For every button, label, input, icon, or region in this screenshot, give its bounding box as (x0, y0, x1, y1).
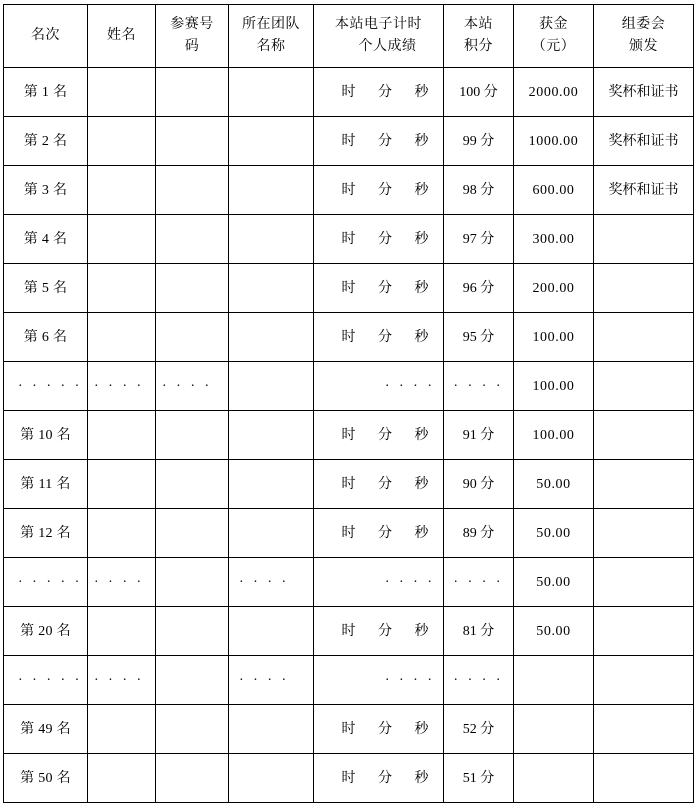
cell-points: · · · · (444, 362, 514, 411)
cell-name (88, 411, 156, 460)
cell-time (314, 166, 444, 215)
cell-rank: 第 12 名 (4, 509, 88, 558)
cell-bib (156, 705, 229, 754)
cell-points: 95 分 (444, 313, 514, 362)
cell-prize: 100.00 (514, 411, 594, 460)
table-row (4, 509, 694, 558)
cell-time (314, 754, 444, 803)
cell-rank: 第 50 名 (4, 754, 88, 803)
cell-prize: 2000.00 (514, 68, 594, 117)
cell-team (229, 117, 314, 166)
table-row (4, 313, 694, 362)
cell-prize (514, 656, 594, 705)
cell-points: 89 分 (444, 509, 514, 558)
table-row (4, 705, 694, 754)
cell-time: · · · · (314, 362, 444, 411)
time-unit-2: 秒 (414, 280, 429, 296)
cell-points: 100 分 (444, 68, 514, 117)
table-row (4, 754, 694, 803)
cell-bib (156, 509, 229, 558)
cell-award (594, 264, 694, 313)
time-unit-0: 时 (341, 231, 356, 247)
time-unit-0: 时 (341, 427, 356, 443)
time-unit-0: 时 (341, 329, 356, 345)
cell-rank: 第 4 名 (4, 215, 88, 264)
cell-rank: · · · · · (4, 558, 88, 607)
cell-bib (156, 68, 229, 117)
table-row (4, 264, 694, 313)
cell-rank: 第 2 名 (4, 117, 88, 166)
cell-prize: 100.00 (514, 362, 594, 411)
header-team: 所在团队 名称 (229, 5, 314, 68)
cell-time (314, 460, 444, 509)
cell-points: · · · · (444, 558, 514, 607)
cell-points: 98 分 (444, 166, 514, 215)
cell-team (229, 313, 314, 362)
cell-time: · · · · (314, 656, 444, 705)
table-row (4, 656, 694, 705)
cell-points: 99 分 (444, 117, 514, 166)
time-unit-1: 分 (378, 476, 393, 492)
cell-name: · · · · (88, 362, 156, 411)
table-row (4, 166, 694, 215)
time-unit-0: 时 (341, 182, 356, 198)
table-row (4, 362, 694, 411)
cell-time (314, 215, 444, 264)
cell-team: · · · · (229, 558, 314, 607)
time-unit-0: 时 (341, 770, 356, 786)
time-unit-0: 时 (341, 525, 356, 541)
race-results-table (3, 4, 694, 803)
cell-points: 81 分 (444, 607, 514, 656)
time-unit-2: 秒 (414, 770, 429, 786)
cell-points: 91 分 (444, 411, 514, 460)
time-unit-2: 秒 (414, 84, 429, 100)
cell-team (229, 607, 314, 656)
cell-award (594, 656, 694, 705)
cell-prize: 50.00 (514, 607, 594, 656)
cell-bib (156, 460, 229, 509)
cell-prize: 50.00 (514, 460, 594, 509)
header-bib: 参赛号 码 (156, 5, 229, 68)
cell-time (314, 607, 444, 656)
cell-team: · · · · (229, 656, 314, 705)
cell-award: 奖杯和证书 (594, 68, 694, 117)
cell-award (594, 754, 694, 803)
cell-time (314, 411, 444, 460)
cell-prize (514, 754, 594, 803)
cell-team (229, 68, 314, 117)
time-unit-2: 秒 (414, 329, 429, 345)
cell-bib (156, 313, 229, 362)
cell-name (88, 509, 156, 558)
cell-team (229, 754, 314, 803)
cell-rank: · · · · · (4, 656, 88, 705)
cell-team (229, 705, 314, 754)
cell-name (88, 607, 156, 656)
cell-team (229, 509, 314, 558)
time-unit-2: 秒 (414, 182, 429, 198)
header-rank: 名次 (4, 5, 88, 68)
time-unit-0: 时 (341, 133, 356, 149)
time-unit-2: 秒 (414, 721, 429, 737)
cell-prize: 1000.00 (514, 117, 594, 166)
time-unit-1: 分 (378, 329, 393, 345)
table-row (4, 411, 694, 460)
cell-prize: 300.00 (514, 215, 594, 264)
cell-name (88, 166, 156, 215)
time-unit-1: 分 (378, 133, 393, 149)
time-unit-0: 时 (341, 84, 356, 100)
time-unit-1: 分 (378, 84, 393, 100)
table-row (4, 607, 694, 656)
time-unit-2: 秒 (414, 427, 429, 443)
cell-time (314, 705, 444, 754)
cell-time (314, 264, 444, 313)
cell-name (88, 754, 156, 803)
cell-time (314, 68, 444, 117)
time-unit-1: 分 (378, 182, 393, 198)
cell-award (594, 313, 694, 362)
cell-team (229, 460, 314, 509)
cell-bib (156, 607, 229, 656)
time-unit-2: 秒 (414, 133, 429, 149)
cell-time (314, 313, 444, 362)
cell-points: 52 分 (444, 705, 514, 754)
time-unit-1: 分 (378, 280, 393, 296)
cell-prize: 50.00 (514, 558, 594, 607)
time-unit-2: 秒 (414, 231, 429, 247)
cell-prize: 200.00 (514, 264, 594, 313)
cell-bib (156, 754, 229, 803)
cell-points: 90 分 (444, 460, 514, 509)
cell-team (229, 166, 314, 215)
cell-rank: 第 6 名 (4, 313, 88, 362)
table-row (4, 117, 694, 166)
cell-time: · · · · (314, 558, 444, 607)
cell-prize: 600.00 (514, 166, 594, 215)
cell-name (88, 215, 156, 264)
cell-bib (156, 558, 229, 607)
cell-points: 97 分 (444, 215, 514, 264)
cell-team (229, 362, 314, 411)
cell-award (594, 215, 694, 264)
cell-name (88, 460, 156, 509)
time-unit-1: 分 (378, 525, 393, 541)
cell-name (88, 705, 156, 754)
time-unit-0: 时 (341, 721, 356, 737)
cell-award (594, 509, 694, 558)
time-unit-2: 秒 (414, 623, 429, 639)
cell-award (594, 460, 694, 509)
table-body (4, 68, 694, 803)
cell-rank: 第 20 名 (4, 607, 88, 656)
cell-bib (156, 215, 229, 264)
cell-rank: · · · · · (4, 362, 88, 411)
header-time: 本站电子计时 个人成绩 (314, 5, 444, 68)
cell-bib (156, 656, 229, 705)
cell-rank: 第 10 名 (4, 411, 88, 460)
cell-points: 96 分 (444, 264, 514, 313)
table-row (4, 460, 694, 509)
cell-rank: 第 5 名 (4, 264, 88, 313)
header-prize: 获金 （元） (514, 5, 594, 68)
cell-time (314, 117, 444, 166)
header-points: 本站 积分 (444, 5, 514, 68)
cell-rank: 第 3 名 (4, 166, 88, 215)
cell-bib (156, 411, 229, 460)
time-unit-1: 分 (378, 231, 393, 247)
cell-name (88, 117, 156, 166)
table-header (4, 5, 694, 68)
cell-name: · · · · (88, 558, 156, 607)
cell-prize: 50.00 (514, 509, 594, 558)
cell-award (594, 362, 694, 411)
cell-bib (156, 166, 229, 215)
cell-award (594, 411, 694, 460)
time-unit-2: 秒 (414, 525, 429, 541)
cell-award (594, 607, 694, 656)
cell-team (229, 264, 314, 313)
time-unit-1: 分 (378, 427, 393, 443)
cell-rank: 第 1 名 (4, 68, 88, 117)
cell-name: · · · · (88, 656, 156, 705)
cell-rank: 第 11 名 (4, 460, 88, 509)
time-unit-1: 分 (378, 770, 393, 786)
cell-points: 51 分 (444, 754, 514, 803)
time-unit-2: 秒 (414, 476, 429, 492)
table-row (4, 68, 694, 117)
cell-team (229, 215, 314, 264)
header-award: 组委会 颁发 (594, 5, 694, 68)
cell-bib (156, 264, 229, 313)
time-unit-0: 时 (341, 476, 356, 492)
cell-award: 奖杯和证书 (594, 117, 694, 166)
cell-award (594, 705, 694, 754)
time-unit-0: 时 (341, 623, 356, 639)
time-unit-0: 时 (341, 280, 356, 296)
cell-name (88, 264, 156, 313)
time-unit-1: 分 (378, 623, 393, 639)
cell-team (229, 411, 314, 460)
cell-award (594, 558, 694, 607)
cell-prize (514, 705, 594, 754)
table-row (4, 558, 694, 607)
cell-name (88, 68, 156, 117)
cell-bib: · · · · (156, 362, 229, 411)
cell-rank: 第 49 名 (4, 705, 88, 754)
table-row (4, 215, 694, 264)
cell-award: 奖杯和证书 (594, 166, 694, 215)
cell-time (314, 509, 444, 558)
header-name: 姓名 (88, 5, 156, 68)
cell-prize: 100.00 (514, 313, 594, 362)
cell-bib (156, 117, 229, 166)
cell-name (88, 313, 156, 362)
cell-points: · · · · (444, 656, 514, 705)
time-unit-1: 分 (378, 721, 393, 737)
table-header-row (4, 5, 694, 68)
